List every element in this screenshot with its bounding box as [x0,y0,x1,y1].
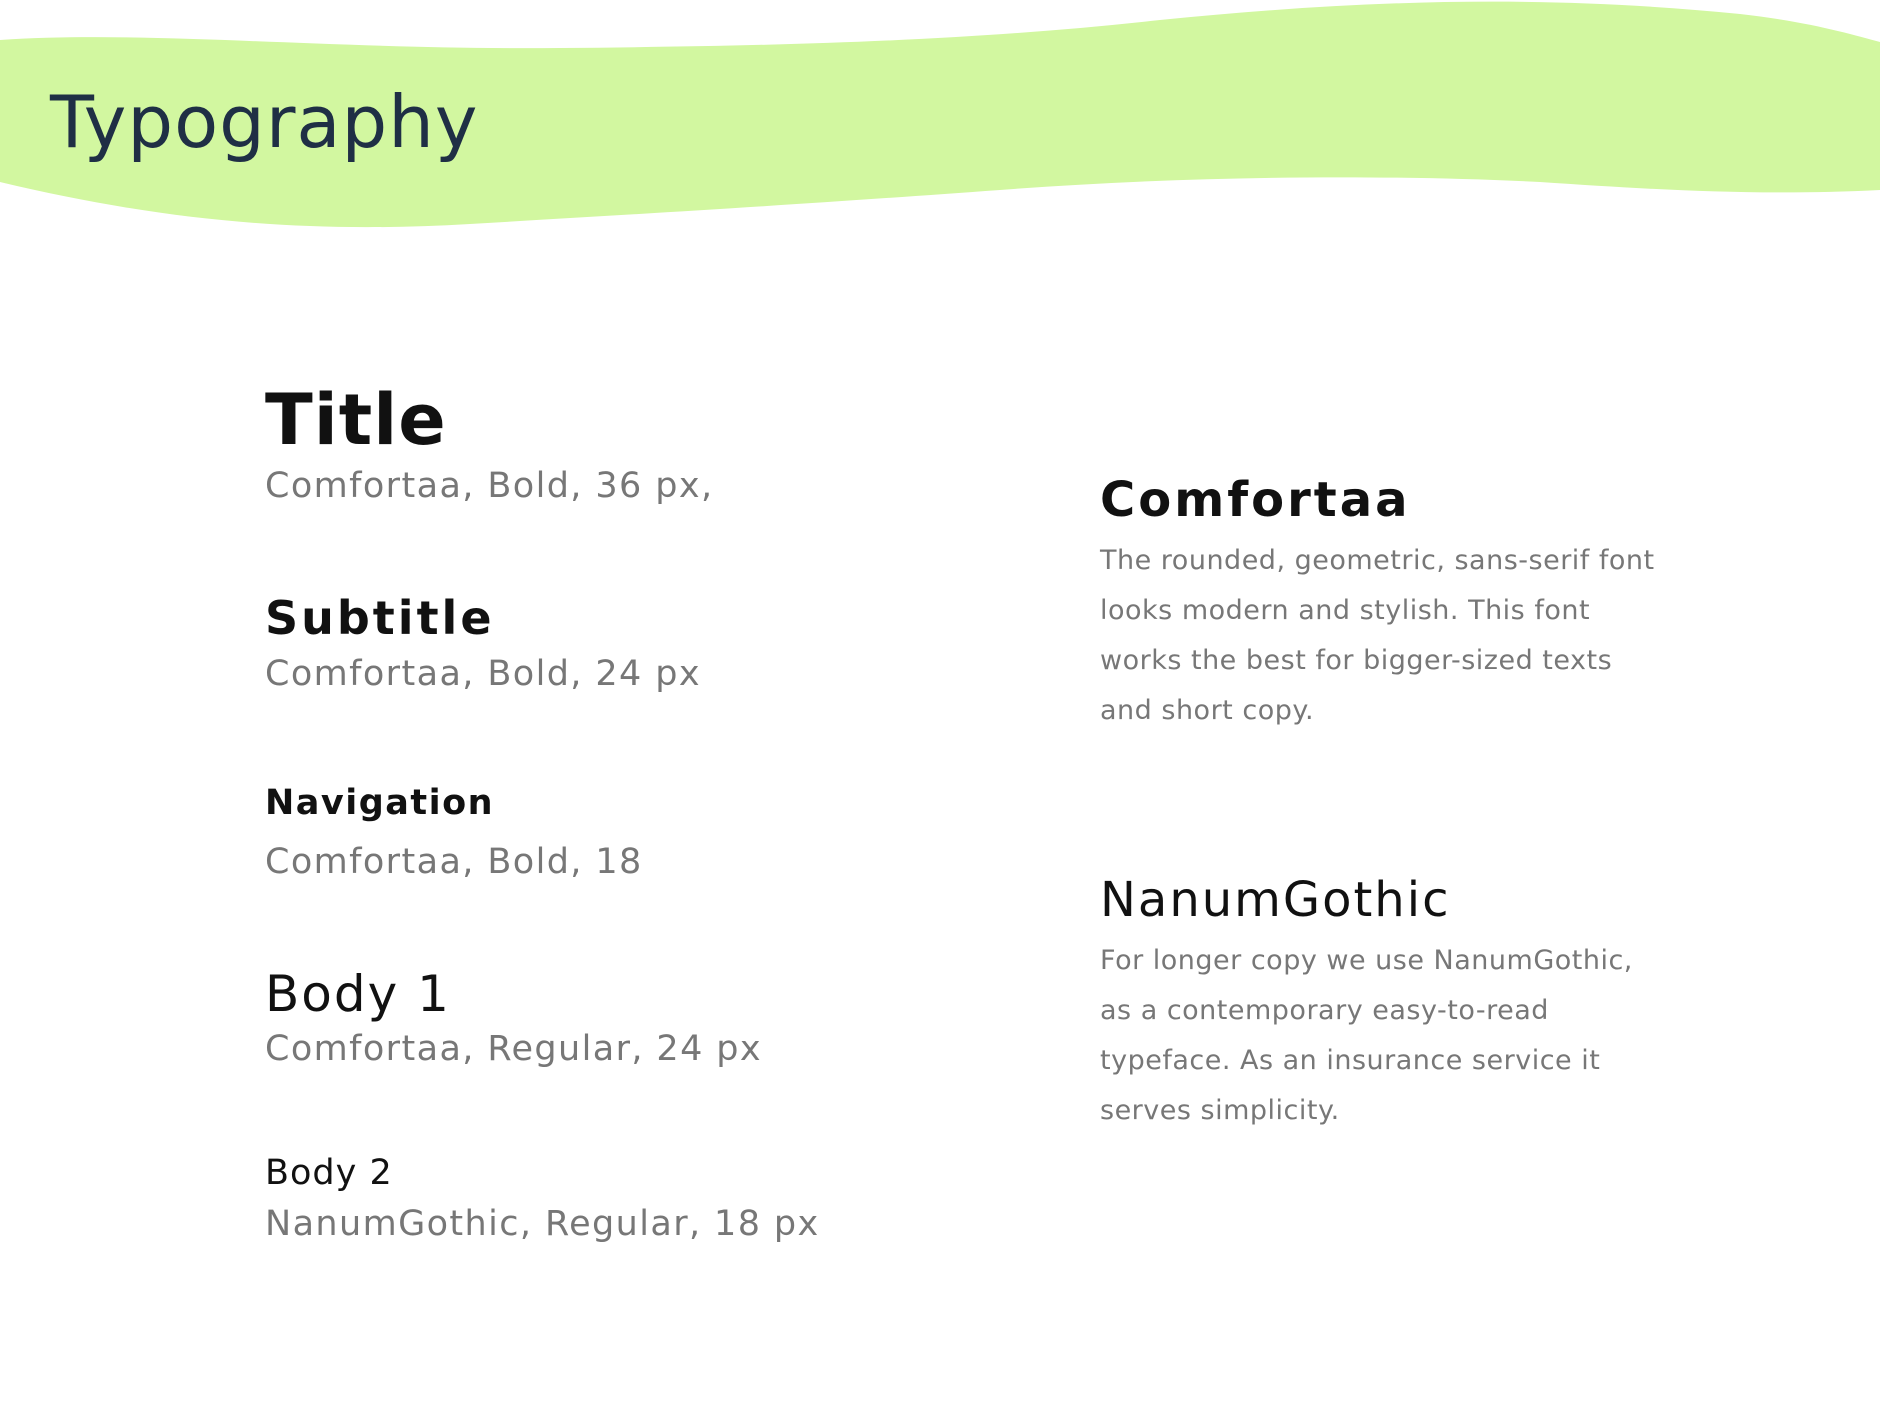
spec-navigation [265,780,643,884]
font-description: The rounded, geometric, sans-serif font looks modern and stylish. This font works the best for bigger-sized texts and short copy. [1100,545,1655,726]
spec-description: Comfortaa, Bold, 36 px, [265,466,714,506]
font-name: NanumGothic [1100,872,1451,928]
spec-description: Comfortaa, Bold, 24 px [265,654,701,694]
spec-body-1 [265,961,762,1071]
page-title: Typography [50,80,479,164]
spec-name: Title [265,379,447,461]
spec-name: Body 1 [265,965,451,1023]
spec-description: Comfortaa, Bold, 18 [265,842,643,882]
spec-name: Subtitle [265,591,495,645]
spec-body-2 [265,1150,820,1246]
spec-description: Comfortaa, Regular, 24 px [265,1029,763,1069]
font-block-nanumgothic [1100,868,1660,1136]
spec-title [265,376,713,508]
font-block-comfortaa [1100,468,1660,736]
spec-name: Navigation [265,783,495,823]
spec-subtitle [265,588,701,696]
font-description: For longer copy we use NanumGothic, as a contemporary easy-to-read typeface. As an insurance service it serves simplicity. [1100,945,1633,1126]
font-name: Comfortaa [1100,472,1411,528]
spec-description: NanumGothic, Regular, 18 px [265,1204,820,1244]
spec-name: Body 2 [265,1153,393,1193]
